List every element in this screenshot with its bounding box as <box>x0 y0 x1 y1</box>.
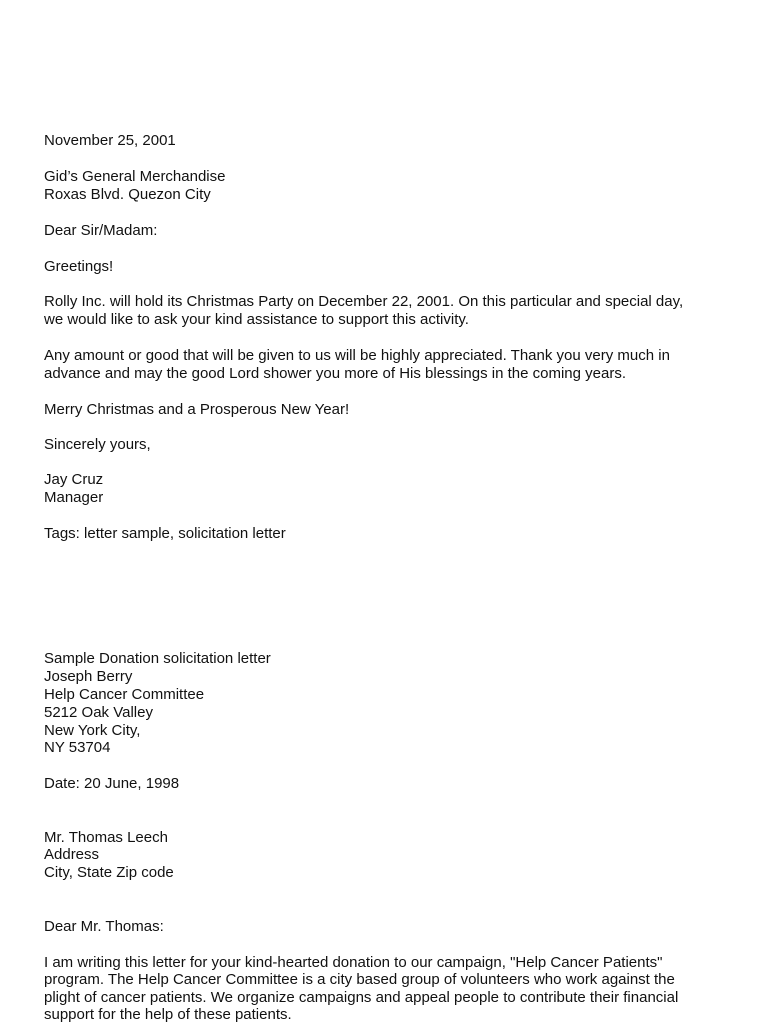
letter2-body-line4: support for the help of these patients. <box>44 1006 292 1023</box>
letter2-date: Date: 20 June, 1998 <box>44 775 180 792</box>
letter2-sender-org: Help Cancer Committee <box>44 686 205 703</box>
letter1-closing: Sincerely yours, <box>44 436 151 453</box>
letter2-recipient-address: Address <box>44 846 100 863</box>
letter1-signer-title: Manager <box>44 489 104 506</box>
letter2-body-line3: plight of cancer patients. We organize campaigns and appeal people to contribute their financial <box>44 989 679 1006</box>
letter1-wishes: Merry Christmas and a Prosperous New Year! <box>44 401 350 418</box>
letter1-date: November 25, 2001 <box>44 132 176 149</box>
letter2-sender-city: New York City, <box>44 722 141 739</box>
letter1-paragraph2-line1: Any amount or good that will be given to us will be highly appreciated. Thank you very much in <box>44 347 670 364</box>
letter1-paragraph1-line1: Rolly Inc. will hold its Christmas Party on December 22, 2001. On this particular and special day, <box>44 293 684 310</box>
letter2-recipient-city: City, State Zip code <box>44 864 174 881</box>
letter1-signer-name: Jay Cruz <box>44 471 104 488</box>
letter1-greeting: Greetings! <box>44 258 114 275</box>
letter1-recipient-name: Gid’s General Merchandise <box>44 168 226 185</box>
letter2-body-line2: program. The Help Cancer Committee is a city based group of volunteers who work against the <box>44 971 675 988</box>
letter1-paragraph1-line2: we would like to ask your kind assistance to support this activity. <box>44 311 469 328</box>
letter2-heading: Sample Donation solicitation letter <box>44 650 271 667</box>
letter1-salutation: Dear Sir/Madam: <box>44 222 158 239</box>
letter1-tags: Tags: letter sample, solicitation letter <box>44 525 286 542</box>
letter2-body-line1: I am writing this letter for your kind-hearted donation to our campaign, "Help Cancer Patients" <box>44 954 663 971</box>
letter2-sender-name: Joseph Berry <box>44 668 133 685</box>
letter2-recipient-name: Mr. Thomas Leech <box>44 829 168 846</box>
letter1-paragraph2-line2: advance and may the good Lord shower you more of His blessings in the coming years. <box>44 365 626 382</box>
letter2-sender-state-zip: NY 53704 <box>44 739 111 756</box>
letter1-recipient-address: Roxas Blvd. Quezon City <box>44 186 211 203</box>
letter2-salutation: Dear Mr. Thomas: <box>44 918 164 935</box>
letter2-sender-street: 5212 Oak Valley <box>44 704 153 721</box>
